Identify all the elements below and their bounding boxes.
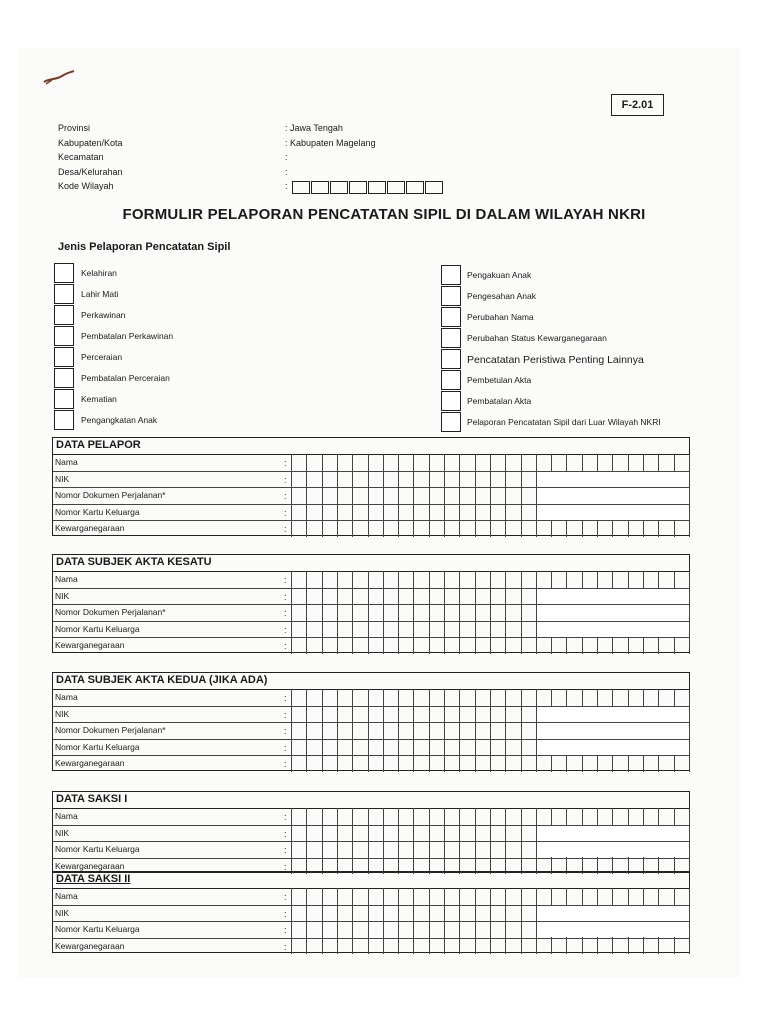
- field-label: Nama: [55, 811, 78, 821]
- field-input-cells[interactable]: [291, 454, 689, 471]
- field-input-cells[interactable]: [291, 921, 689, 938]
- report-type-label: Pembatalan Perceraian: [81, 373, 170, 383]
- field-colon: :: [284, 812, 287, 822]
- field-colon: :: [284, 641, 287, 652]
- report-type-label: Pembatalan Akta: [467, 396, 532, 406]
- section-title: DATA PELAPOR: [56, 439, 141, 451]
- field-colon: :: [284, 608, 287, 619]
- field-label: NIK: [55, 473, 70, 484]
- field-input-cells[interactable]: [291, 571, 689, 588]
- section-title: DATA SUBJEK AKTA KEDUA (JIKA ADA): [56, 674, 268, 686]
- field-colon: :: [284, 575, 287, 585]
- field-colon: :: [284, 507, 287, 518]
- field-input-cells[interactable]: [291, 621, 689, 638]
- report-type-label: Lahir Mati: [81, 289, 119, 299]
- region-code-digit-box[interactable]: [425, 181, 443, 194]
- field-label: Nomor Kartu Keluarga: [55, 924, 140, 935]
- report-type-label: Pelaporan Pencatatan Sipil dari Luar Wilayah NKRI: [467, 417, 661, 427]
- field-input-cells[interactable]: [291, 588, 689, 605]
- field-input-cells[interactable]: [291, 637, 689, 654]
- report-type-heading: Jenis Pelaporan Pencatatan Sipil: [58, 241, 231, 253]
- form-code-badge: F-2.01: [611, 94, 664, 116]
- field-input-cells[interactable]: [291, 841, 689, 858]
- header-value: :: [285, 152, 288, 162]
- field-colon: :: [284, 892, 287, 902]
- report-type-checkbox[interactable]: [441, 370, 461, 390]
- data-section: [52, 791, 690, 873]
- report-type-checkbox[interactable]: [54, 368, 74, 388]
- report-type-checkbox[interactable]: [54, 305, 74, 325]
- field-input-cells[interactable]: [291, 755, 689, 772]
- report-type-label: Perubahan Status Kewarganegaraan: [467, 333, 607, 343]
- header-value: :: [285, 167, 288, 177]
- section-title: DATA SUBJEK AKTA KESATU: [56, 556, 212, 568]
- field-label: Nama: [55, 574, 78, 584]
- field-label: Kewarganegaraan: [55, 640, 125, 651]
- report-type-label: Perkawinan: [81, 310, 126, 320]
- header-label: Provinsi: [58, 123, 91, 133]
- report-type-label: Perubahan Nama: [467, 312, 534, 322]
- field-label: Nama: [55, 891, 78, 901]
- field-label: Nomor Kartu Keluarga: [55, 844, 140, 855]
- field-label: Nama: [55, 692, 78, 702]
- region-code-digit-box[interactable]: [349, 181, 367, 194]
- data-section: [52, 672, 690, 771]
- field-colon: :: [284, 491, 287, 502]
- header-value: : Kabupaten Magelang: [285, 138, 376, 148]
- field-input-cells[interactable]: [291, 471, 689, 488]
- report-type-checkbox[interactable]: [441, 265, 461, 285]
- report-type-label: Pembetulan Akta: [467, 375, 532, 385]
- region-code-digit-box[interactable]: [368, 181, 386, 194]
- field-colon: :: [284, 759, 287, 770]
- pen-scribble-mark: [42, 70, 76, 86]
- field-colon: :: [284, 591, 287, 602]
- field-label: NIK: [55, 590, 70, 601]
- report-type-label: Pengangkatan Anak: [81, 415, 158, 425]
- form-title: FORMULIR PELAPORAN PENCATATAN SIPIL DI DALAM WILAYAH NKRI: [122, 206, 646, 223]
- field-input-cells[interactable]: [291, 604, 689, 621]
- header-label: Kabupaten/Kota: [58, 138, 123, 148]
- field-input-cells[interactable]: [291, 825, 689, 842]
- field-input-cells[interactable]: [291, 722, 689, 739]
- data-section: [52, 871, 690, 953]
- field-colon: :: [284, 845, 287, 856]
- field-colon: :: [284, 828, 287, 839]
- report-type-checkbox[interactable]: [441, 412, 461, 432]
- field-colon: :: [284, 861, 287, 872]
- field-input-cells[interactable]: [291, 888, 689, 905]
- report-type-label: Pembatalan Perkawinan: [81, 331, 174, 341]
- report-type-label: Kematian: [81, 394, 117, 404]
- field-label: Nomor Dokumen Perjalanan*: [55, 607, 166, 618]
- section-title: DATA SAKSI II: [56, 873, 131, 885]
- report-type-checkbox[interactable]: [441, 391, 461, 411]
- field-label: Kewarganegaraan: [55, 523, 125, 534]
- field-label: Nomor Kartu Keluarga: [55, 506, 140, 517]
- field-input-cells[interactable]: [291, 504, 689, 521]
- data-section: [52, 554, 690, 653]
- field-colon: :: [284, 925, 287, 936]
- field-label: Nomor Dokumen Perjalanan*: [55, 725, 166, 736]
- report-type-label: Pengakuan Anak: [467, 270, 532, 280]
- field-input-cells[interactable]: [291, 520, 689, 537]
- field-label: Kewarganegaraan: [55, 940, 125, 951]
- field-label: Kewarganegaraan: [55, 758, 125, 769]
- field-input-cells[interactable]: [291, 808, 689, 825]
- region-code-digit-box[interactable]: [387, 181, 405, 194]
- report-type-checkbox[interactable]: [54, 347, 74, 367]
- field-input-cells[interactable]: [291, 938, 689, 955]
- field-input-cells[interactable]: [291, 739, 689, 756]
- field-input-cells[interactable]: [291, 706, 689, 723]
- field-colon: :: [284, 742, 287, 753]
- region-code-digit-box[interactable]: [330, 181, 348, 194]
- report-type-checkbox[interactable]: [441, 349, 461, 369]
- report-type-checkbox[interactable]: [54, 410, 74, 430]
- field-input-cells[interactable]: [291, 689, 689, 706]
- field-label: Nama: [55, 457, 78, 467]
- field-label: Nomor Dokumen Perjalanan*: [55, 490, 166, 501]
- region-code-digit-box[interactable]: [311, 181, 329, 194]
- header-label: Desa/Kelurahan: [58, 167, 123, 177]
- report-type-label: Pencatatan Peristiwa Penting Lainnya: [467, 354, 644, 366]
- report-type-checkbox[interactable]: [54, 263, 74, 283]
- field-colon: :: [284, 474, 287, 485]
- report-type-checkbox[interactable]: [54, 389, 74, 409]
- section-title: DATA SAKSI I: [56, 793, 128, 805]
- report-type-checkbox[interactable]: [54, 284, 74, 304]
- field-label: Nomor Kartu Keluarga: [55, 623, 140, 634]
- header-label: Kecamatan: [58, 152, 104, 162]
- data-section: [52, 437, 690, 536]
- region-code-digit-box[interactable]: [406, 181, 424, 194]
- field-colon: :: [284, 624, 287, 635]
- region-code-digit-box[interactable]: [292, 181, 310, 194]
- field-colon: :: [284, 693, 287, 703]
- field-input-cells[interactable]: [291, 905, 689, 922]
- header-label: Kode Wilayah: [58, 181, 114, 191]
- report-type-label: Perceraian: [81, 352, 123, 362]
- field-colon: :: [284, 941, 287, 952]
- field-colon: :: [284, 458, 287, 468]
- field-label: Kewarganegaraan: [55, 860, 125, 871]
- field-label: NIK: [55, 708, 70, 719]
- header-value: :: [285, 181, 288, 191]
- field-colon: :: [284, 726, 287, 737]
- field-label: Nomor Kartu Keluarga: [55, 741, 140, 752]
- header-value: : Jawa Tengah: [285, 123, 343, 133]
- report-type-label: Kelahiran: [81, 268, 117, 278]
- field-label: NIK: [55, 907, 70, 918]
- field-input-cells[interactable]: [291, 487, 689, 504]
- field-colon: :: [284, 709, 287, 720]
- report-type-checkbox[interactable]: [54, 326, 74, 346]
- report-type-label: Pengesahan Anak: [467, 291, 537, 301]
- field-colon: :: [284, 524, 287, 535]
- report-type-checkbox[interactable]: [441, 328, 461, 348]
- report-type-checkbox[interactable]: [441, 307, 461, 327]
- report-type-checkbox[interactable]: [441, 286, 461, 306]
- field-colon: :: [284, 908, 287, 919]
- field-label: NIK: [55, 827, 70, 838]
